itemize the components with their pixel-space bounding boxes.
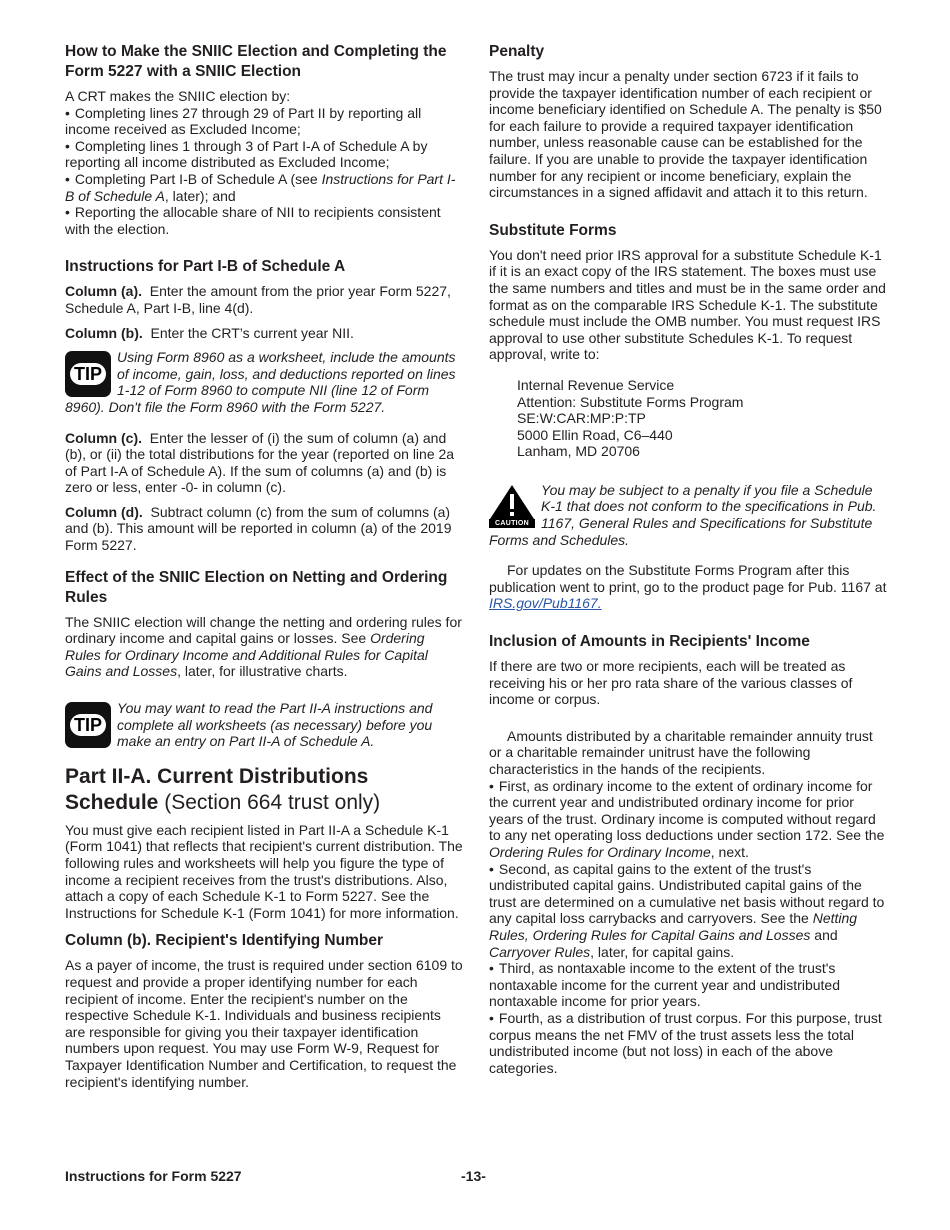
inclusion-text: If there are two or more recipients, each will be treated as receiving his or her pro rata share of the various classes of income or corpus.	[489, 658, 853, 708]
column-a-text: Enter the amount from the prior year Form 5227, Schedule A, Part I-B, line 4(d).	[65, 283, 451, 316]
part-ii-a-heading	[65, 764, 463, 816]
bullet-reference: Ordering Rules for Ordinary Income	[489, 843, 711, 860]
tip-icon-label: TIP	[70, 714, 106, 736]
footer-form-name: Instructions for Form 5227	[65, 1168, 242, 1184]
column-d-text: Subtract column (c) from the sum of columns (a) and (b). This amount will be reported in column (a) of the 2019 Form 5227.	[65, 503, 452, 554]
substitute-forms-text: You don't need prior IRS approval for a substitute Schedule K-1 if it is an exact copy of the IRS statement. The boxes must use the same numbers and titles and must be in the same order and format as on the comparable IRS Schedule K-1. The substitute schedule must include the OMB number. You must request IRS approval to use other substitute Schedules K-1. To request approval, write to:	[489, 246, 886, 363]
column-c-label: Column (c).	[65, 429, 142, 446]
caution-icon	[489, 484, 535, 528]
caution-note	[489, 482, 887, 548]
tip-icon-label: TIP	[70, 363, 106, 385]
column-d-label: Column (d).	[65, 503, 143, 520]
bullet-text: First, as ordinary income to the extent of ordinary income for the current year and undistributed ordinary income for prior years of the trust. Ordinary income is computed without regard to any net operating loss deductions under section 172. See the	[489, 777, 885, 844]
bullet-text: and	[810, 926, 838, 943]
bullet-text: Second, as capital gains to the extent of the trust's undistributed capital gains. Undistributed capital gains of the trust are determined on a cumulative net basis without regard to any capital loss carrybacks and carryovers. See the	[489, 860, 885, 927]
bullet-reference: Instructions for Part I-B of Schedule A	[65, 170, 456, 204]
updates-paragraph	[489, 562, 887, 612]
address-line: Internal Revenue Service	[517, 376, 675, 393]
bullet-text: , later); and	[164, 187, 236, 204]
bullet-reference: Carryover Rules	[489, 943, 591, 960]
column-d-paragraph	[65, 504, 463, 554]
column-c-text: Enter the lesser of (i) the sum of column (a) and (b), or (ii) the total distributions for the year (reported on line 2a of Part I-A of Schedule A). If the sum of columns (a) and (b) is zero or less, enter -0- in column (c).	[65, 429, 455, 496]
sniic-bullet: • Completing lines 27 through 29 of Part II by reporting all income received as Excluded Income;	[65, 105, 463, 138]
sniic-heading: How to Make the SNIIC Election and Completing the Form 5227 with a SNIIC Election	[65, 43, 447, 80]
updates-text: For updates on the Substitute Forms Program after this publication went to print, go to the product page for Pub. 1167 at	[489, 562, 887, 595]
penalty-text: The trust may incur a penalty under section 6723 if it fails to provide the taxpayer identification number of each recipient or income beneficiary identified on Schedule A. The penalty is $50 for each failure to provide a required taxpayer identification number, unless reasonable cause can be established for the failure. If you are unable to provide the taxpayer identification number for any recipient or income beneficiary, explain the circumstances in a signed affidavit and attach it to this return.	[489, 68, 882, 201]
third-bullet: • Third, as nontaxable income to the extent of the trust's nontaxable income for the current year and undistributed nontaxable income for prior years.	[489, 960, 887, 1010]
part-heading-text: Part II-A. Current Distributions Schedule	[65, 764, 369, 814]
part-ib-heading: Instructions for Part I-B of Schedule A	[65, 258, 346, 276]
sniic-bullet	[65, 171, 463, 204]
inclusion-heading: Inclusion of Amounts in Recipients' Income	[489, 633, 810, 651]
characteristics-list	[489, 728, 887, 1076]
pub1167-link[interactable]: IRS.gov/Pub1167.	[489, 595, 602, 612]
effect-paragraph	[65, 614, 463, 680]
caution-label: CAUTION	[489, 519, 535, 528]
tip-text: You may want to read the Part II-A instructions and complete all worksheets (as necessary) before you make an entry on Part II-A of Schedule A.	[117, 700, 433, 750]
column-a-label: Column (a).	[65, 283, 142, 300]
tip-note	[65, 349, 463, 415]
footer-page-number: -13-	[461, 1168, 486, 1184]
tip-icon	[65, 351, 111, 397]
bullet-reference: Netting Rules, Ordering Rules for Capital Gains and Losses	[489, 910, 858, 943]
column-c-paragraph	[65, 430, 463, 496]
effect-heading: Effect of the SNIIC Election on Netting and Ordering Rules	[65, 568, 448, 606]
tip-text: Using Form 8960 as a worksheet, include the amounts of income, gain, loss, and deductions reported on lines 1-12 of Form 8960 to compute NII (line 12 of Form 8960). Don't file the Form 8960 with the Form 5227.	[65, 349, 456, 415]
bullet-text: , next.	[710, 843, 749, 860]
warning-triangle-icon	[489, 484, 535, 520]
column-b-paragraph	[65, 325, 463, 342]
part-heading-paren: (Section 664 trust only)	[164, 790, 381, 814]
amounts-text: Amounts distributed by a charitable remainder annuity trust or a charitable remainder unitrust have the following characteristics in the hands of the recipients.	[489, 727, 873, 777]
address-line: Attention: Substitute Forms Program	[517, 393, 744, 410]
sniic-list	[65, 88, 463, 237]
right-column	[489, 42, 887, 1084]
effect-text: , later, for illustrative charts.	[177, 663, 348, 680]
sniic-bullet: • Reporting the allocable share of NII to recipients consistent with the election.	[65, 204, 463, 237]
column-b-label: Column (b).	[65, 324, 143, 341]
first-bullet	[489, 778, 887, 861]
sniic-intro: A CRT makes the SNIIC election by:	[65, 88, 291, 104]
effect-text: The SNIIC election will change the netting and ordering rules for ordinary income and capital gains or losses. See	[65, 613, 462, 647]
column-a-paragraph	[65, 283, 463, 316]
sniic-bullet: • Completing lines 1 through 3 of Part I-A of Schedule A by reporting all income distributed as Excluded Income;	[65, 138, 463, 171]
address-line: Lanham, MD 20706	[517, 443, 640, 460]
column-b-heading: Column (b). Recipient's Identifying Number	[65, 932, 383, 950]
mailing-address	[489, 377, 887, 460]
left-column	[65, 42, 463, 1098]
effect-reference: Ordering Rules for Ordinary Income and Additional Rules for Capital Gains and Losses	[65, 630, 428, 680]
second-bullet	[489, 861, 887, 961]
penalty-heading: Penalty	[489, 43, 545, 60]
bullet-text: Completing Part I-B of Schedule A (see	[74, 170, 322, 187]
bullet-text: , later, for capital gains.	[590, 943, 735, 960]
part-ii-a-text: You must give each recipient listed in Part II-A a Schedule K-1 (Form 1041) that reflects that recipient's current distribution. The following rules and worksheets will help you figure the type of income a recipient receives from the trust's distributions. Also, attach a copy of each Schedule K-1 to Form 5227. See the Instructions for Schedule K-1 (Form 1041) for more information.	[65, 821, 463, 921]
fourth-bullet: • Fourth, as a distribution of trust corpus. For this purpose, trust corpus means the net FMV of the trust assets less the total undistributed income (but not loss) in each of the above categories.	[489, 1010, 887, 1076]
substitute-forms-heading: Substitute Forms	[489, 221, 617, 239]
caution-text: You may be subject to a penalty if you file a Schedule K-1 that does not conform to the specifications in Pub. 1167, General Rules and Specifications for Substitute Forms and Schedules.	[489, 481, 877, 548]
column-b-description: As a payer of income, the trust is required under section 6109 to request and provide a proper identifying number for each recipient of income. Enter the recipient's number on the respective Schedule K-1. Individuals and business recipients are responsible for giving you their taxpayer identification numbers upon request. You may use Form W-9, Request for Taxpayer Identification Number and Certification, to request the recipient's identifying number.	[65, 957, 463, 1090]
address-line: 5000 Ellin Road, C6–440	[517, 426, 673, 443]
address-line: SE:W:CAR:MP:P:TP	[517, 410, 646, 427]
tip-icon	[65, 702, 111, 748]
column-b-text: Enter the CRT’s current year NII.	[150, 324, 354, 341]
tip-note	[65, 700, 463, 750]
